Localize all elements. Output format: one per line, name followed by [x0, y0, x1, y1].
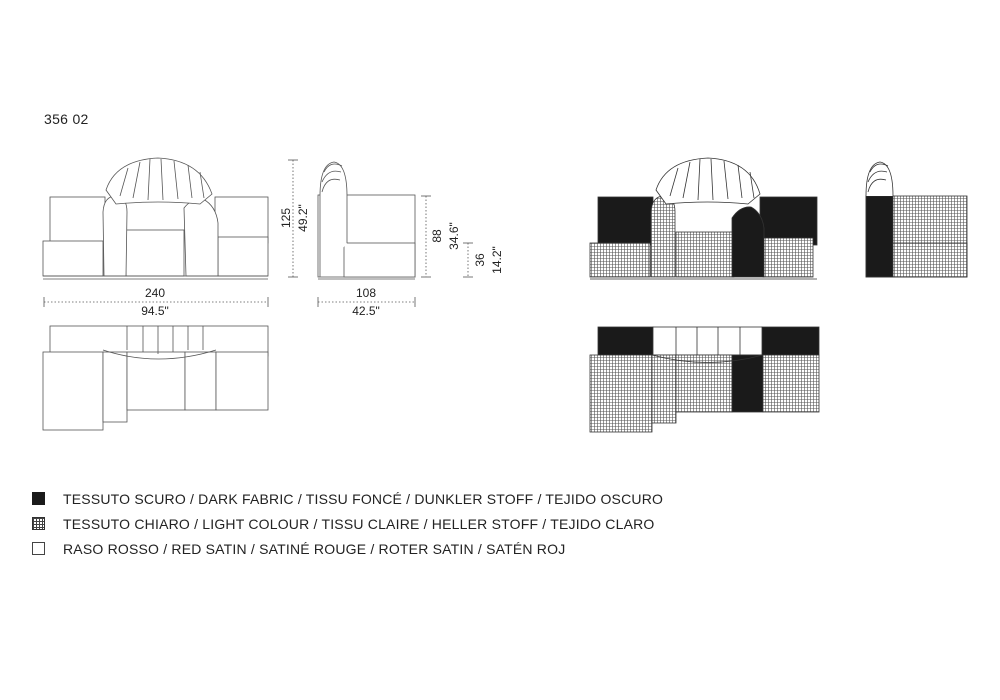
seat-height-cm-label: 36	[473, 253, 487, 267]
side-view-outline	[318, 162, 415, 279]
legend-item-dark-fabric	[32, 486, 663, 511]
red-satin-swatch	[32, 542, 45, 555]
depth-in-label: 42.5"	[352, 304, 380, 318]
width-dimension	[44, 286, 268, 318]
material-legend	[32, 486, 663, 561]
product-code: 356 02	[44, 111, 89, 127]
height-dimension	[279, 160, 310, 277]
depth-dimension	[318, 286, 415, 318]
dark-fabric-swatch	[32, 492, 45, 505]
light-colour-swatch	[32, 517, 45, 530]
legend-item-red-satin	[32, 536, 663, 561]
back-height-in-label: 34.6"	[447, 222, 461, 250]
seat-height-in-label: 14.2"	[490, 246, 504, 274]
legend-label: RASO ROSSO / RED SATIN / SATINÉ ROUGE / ROTER SATIN / SATÉN ROJ	[63, 540, 566, 557]
back-height-dimension	[421, 196, 461, 277]
width-in-label: 94.5"	[141, 304, 169, 318]
front-view-filled	[590, 158, 817, 279]
height-in-label: 49.2"	[296, 204, 310, 232]
back-height-cm-label: 88	[430, 229, 444, 243]
width-cm-label: 240	[144, 286, 166, 300]
top-view-filled	[590, 327, 819, 432]
top-view-outline	[43, 326, 268, 430]
legend-item-light-colour	[32, 511, 663, 536]
height-cm-label: 125	[279, 207, 293, 229]
seat-height-dimension	[463, 243, 504, 277]
front-view-outline	[43, 158, 268, 279]
side-view-filled	[866, 162, 967, 277]
legend-label: TESSUTO CHIARO / LIGHT COLOUR / TISSU CLAIRE / HELLER STOFF / TEJIDO CLARO	[63, 515, 655, 532]
depth-cm-label: 108	[355, 286, 377, 300]
legend-label: TESSUTO SCURO / DARK FABRIC / TISSU FONCÉ / DUNKLER STOFF / TEJIDO OSCURO	[63, 490, 664, 507]
